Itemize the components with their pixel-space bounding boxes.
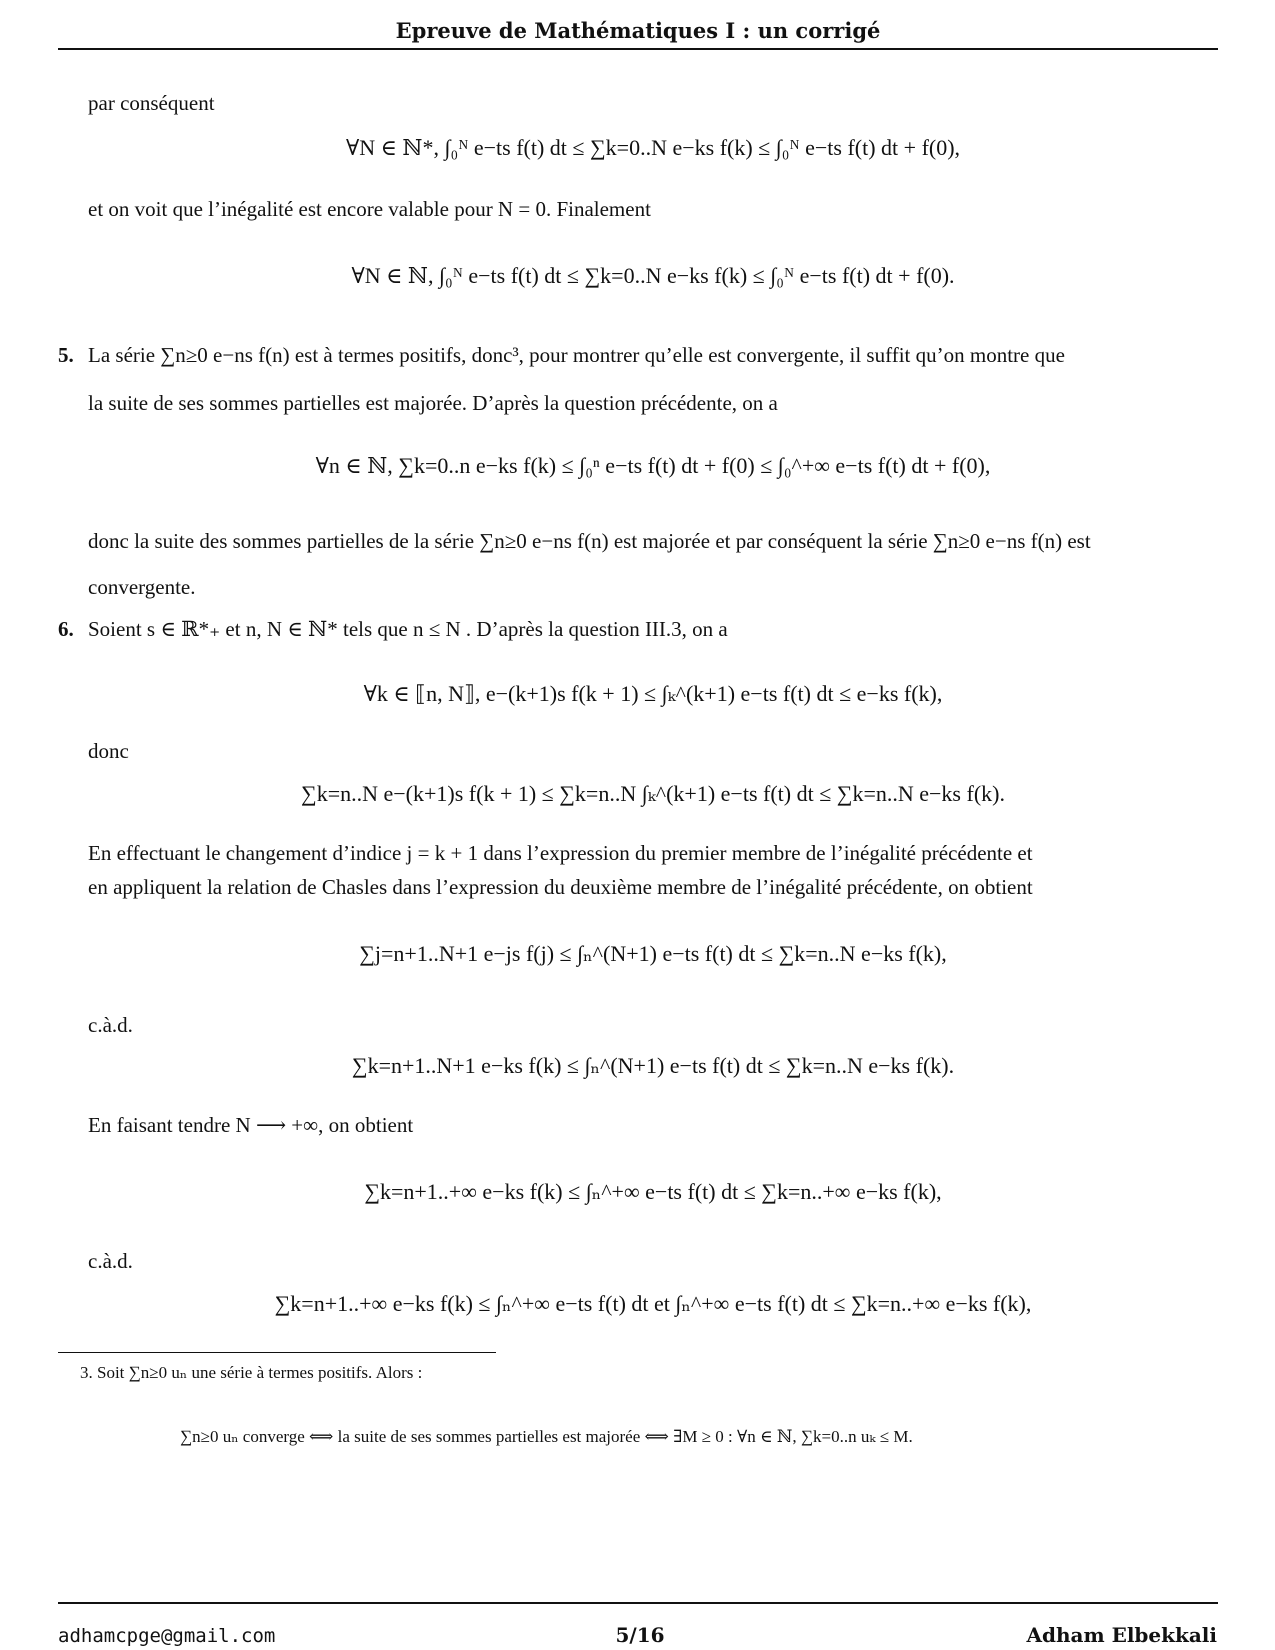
- equation-1: ∀N ∈ ℕ*, ∫₀ᴺ e−ts f(t) dt ≤ ∑k=0..N e−ks f(k) ≤ ∫₀ᴺ e−ts f(t) dt + f(0),: [345, 135, 961, 160]
- q6-line-4: En faisant tendre N ⟶ +∞, on obtient: [88, 1113, 414, 1137]
- footer-page-number: 5/16: [615, 1623, 665, 1647]
- q6-line-2: En effectuant le changement d’indice j = k + 1 dans l’expression du premier membre de l’inégalité précédente et: [88, 841, 1033, 865]
- equation-3: ∀n ∈ ℕ, ∑k=0..n e−ks f(k) ≤ ∫₀ⁿ e−ts f(t) dt + f(0) ≤ ∫₀^+∞ e−ts f(t) dt + f(0),: [315, 453, 991, 478]
- text-cad-1: c.à.d.: [88, 1013, 133, 1037]
- text-par-consequent: par conséquent: [88, 91, 215, 115]
- equation-5: ∑k=n..N e−(k+1)s f(k + 1) ≤ ∑k=n..N ∫ₖ^(k+1) e−ts f(t) dt ≤ ∑k=n..N e−ks f(k).: [301, 781, 1005, 806]
- equation-4: ∀k ∈ ⟦n, N⟧, e−(k+1)s f(k + 1) ≤ ∫ₖ^(k+1) e−ts f(t) dt ≤ e−ks f(k),: [363, 681, 943, 706]
- footer-rule: [58, 1602, 1218, 1604]
- equation-2: ∀N ∈ ℕ, ∫₀ᴺ e−ts f(t) dt ≤ ∑k=0..N e−ks f(k) ≤ ∫₀ᴺ e−ts f(t) dt + f(0).: [351, 263, 955, 288]
- footnote-line-1: 3. Soit ∑n≥0 uₙ une série à termes positifs. Alors :: [80, 1363, 423, 1382]
- text-cad-2: c.à.d.: [88, 1249, 133, 1273]
- q5-line-1: La série ∑n≥0 e−ns f(n) est à termes positifs, donc³, pour montrer qu’elle est convergente, il suffit qu’on montre que: [88, 343, 1065, 367]
- q5-line-2: la suite de ses sommes partielles est majorée. D’après la question précédente, on a: [88, 391, 778, 415]
- q5-line-3: donc la suite des sommes partielles de la série ∑n≥0 e−ns f(n) est majorée et par conséquent la série ∑n≥0 e−ns f(n) est: [88, 529, 1091, 553]
- equation-9: ∑k=n+1..+∞ e−ks f(k) ≤ ∫ₙ^+∞ e−ts f(t) dt et ∫ₙ^+∞ e−ts f(t) dt ≤ ∑k=n..+∞ e−ks f(k),: [274, 1291, 1032, 1316]
- page-header-title: Epreuve de Mathématiques I : un corrigé: [395, 18, 881, 43]
- text-valable-n0: et on voit que l’inégalité est encore valable pour N = 0. Finalement: [88, 197, 651, 221]
- q6-line-1: Soient s ∈ ℝ*₊ et n, N ∈ ℕ* tels que n ≤ N . D’après la question III.3, on a: [88, 617, 728, 641]
- q5-line-4: convergente.: [88, 575, 196, 599]
- equation-7: ∑k=n+1..N+1 e−ks f(k) ≤ ∫ₙ^(N+1) e−ts f(t) dt ≤ ∑k=n..N e−ks f(k).: [351, 1053, 955, 1078]
- footer-email: adhamcpge@gmail.com: [58, 1625, 276, 1647]
- q6-line-3: en appliquent la relation de Chasles dans l’expression du deuxième membre de l’inégalité précédente, on obtient: [88, 875, 1033, 899]
- header-rule: [58, 48, 1218, 50]
- footnote-rule: [58, 1352, 496, 1353]
- question-number-5: 5.: [58, 343, 74, 367]
- question-number-6: 6.: [58, 617, 74, 641]
- equation-6: ∑j=n+1..N+1 e−js f(j) ≤ ∫ₙ^(N+1) e−ts f(t) dt ≤ ∑k=n..N e−ks f(k),: [359, 941, 947, 966]
- footer-author: Adham Elbekkali: [1026, 1623, 1217, 1647]
- equation-8: ∑k=n+1..+∞ e−ks f(k) ≤ ∫ₙ^+∞ e−ts f(t) dt ≤ ∑k=n..+∞ e−ks f(k),: [364, 1179, 942, 1204]
- footnote-line-2: ∑n≥0 uₙ converge ⟺ la suite de ses sommes partielles est majorée ⟺ ∃M ≥ 0 : ∀n ∈ ℕ, ∑k=0..n uₖ ≤ M.: [180, 1427, 913, 1446]
- text-donc: donc: [88, 739, 129, 763]
